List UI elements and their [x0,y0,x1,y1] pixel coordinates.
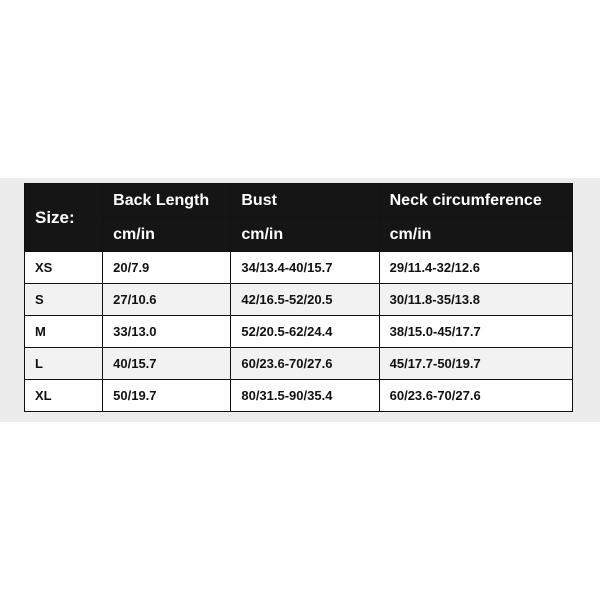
bust-cell: 52/20.5-62/24.4 [231,316,379,348]
neck-cell: 30/11.8-35/13.8 [379,284,572,316]
back-length-cell: 27/10.6 [103,284,231,316]
table-row [25,284,573,316]
size-chart-table [24,183,573,412]
table-row [25,316,573,348]
back-length-unit: cm/in [103,218,231,252]
back-length-cell: 20/7.9 [103,252,231,284]
bust-cell: 80/31.5-90/35.4 [231,380,379,412]
back-length-cell: 33/13.0 [103,316,231,348]
neck-cell: 38/15.0-45/17.7 [379,316,572,348]
table-header [25,184,573,252]
table-row [25,252,573,284]
size-cell: XL [25,380,103,412]
neck-cell: 45/17.7-50/19.7 [379,348,572,380]
back-length-header: Back Length [103,184,231,218]
size-cell: L [25,348,103,380]
bust-cell: 34/13.4-40/15.7 [231,252,379,284]
header-row-names [25,184,573,218]
size-header: Size: [25,184,103,252]
back-length-cell: 50/19.7 [103,380,231,412]
size-cell: S [25,284,103,316]
bust-unit: cm/in [231,218,379,252]
table-body [25,252,573,412]
neck-cell: 29/11.4-32/12.6 [379,252,572,284]
table-row [25,348,573,380]
size-cell: XS [25,252,103,284]
size-cell: M [25,316,103,348]
neck-circumference-header: Neck circumference [379,184,572,218]
neck-circumference-unit: cm/in [379,218,572,252]
table-row [25,380,573,412]
bust-header: Bust [231,184,379,218]
header-row-units [25,218,573,252]
back-length-cell: 40/15.7 [103,348,231,380]
bust-cell: 42/16.5-52/20.5 [231,284,379,316]
bust-cell: 60/23.6-70/27.6 [231,348,379,380]
neck-cell: 60/23.6-70/27.6 [379,380,572,412]
